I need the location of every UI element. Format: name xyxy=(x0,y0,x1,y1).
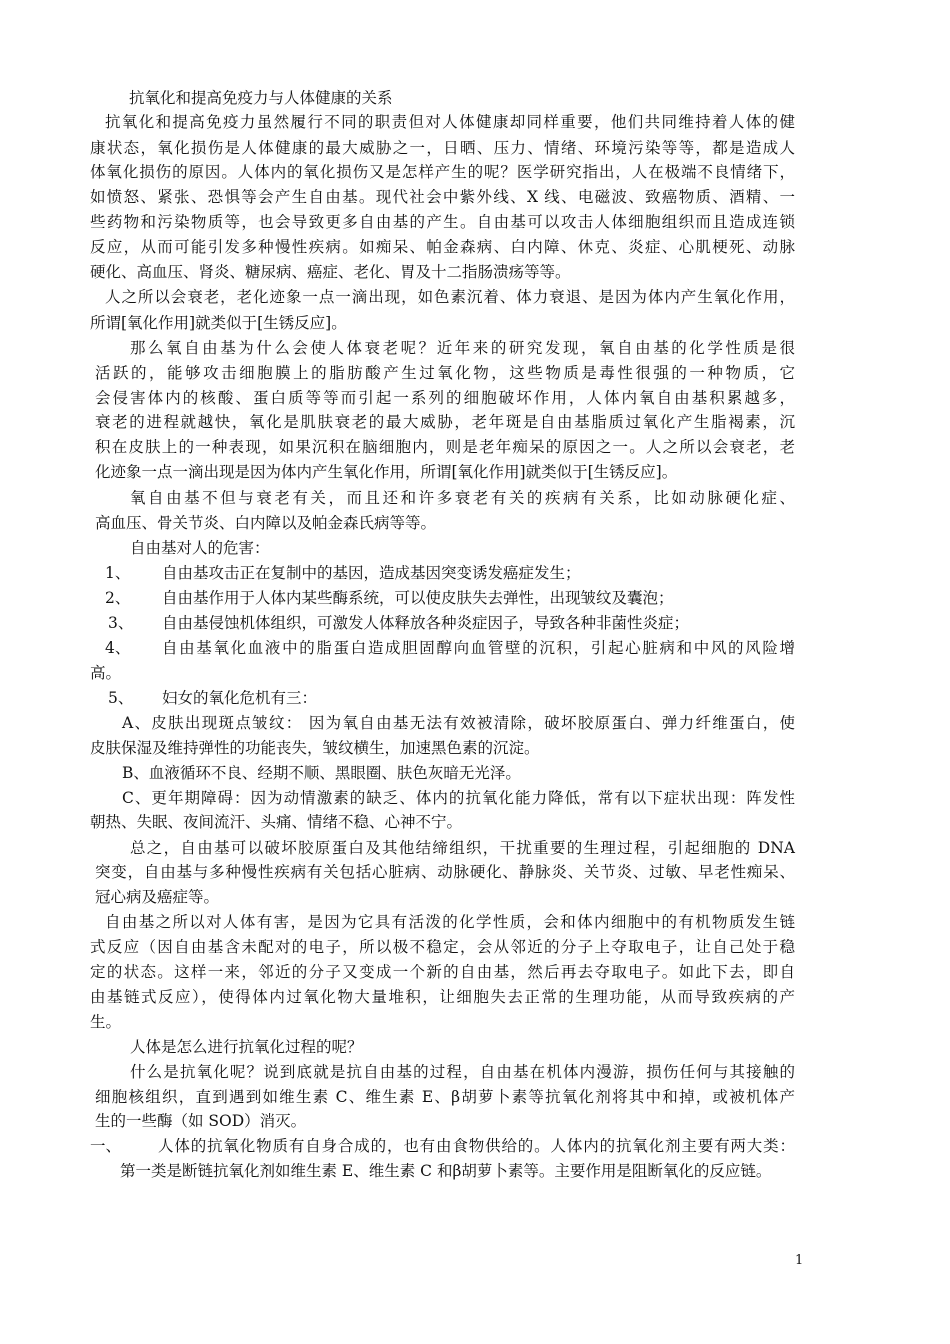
intro-line-1: 抗氧化和提高免疫力虽然履行不同的职责但对人体健康却同样重要，他们共同维持着人体的健 xyxy=(105,113,795,131)
radical-line-4: 衰老的进程就越快，氧化是肌肤衰老的最大威胁，老年斑是自由基脂质过氧化产生脂褐素，沉 xyxy=(95,413,795,431)
why-line-2: 式反应（因自由基含未配对的电子，所以极不稳定，会从邻近的分子上夺取电子，让自己处于稳 xyxy=(90,938,795,956)
summary-line-2: 突变，自由基与多种慢性疾病有关包括心脏病、动脉硬化、静脉炎、关节炎、过敏、早老性痴呆、 xyxy=(95,863,795,881)
summary-line-1: 总之，自由基可以破坏胶原蛋白及其他结缔组织，干扰重要的生理过程，引起细胞的 DNA xyxy=(130,839,795,857)
document-title: 抗氧化和提高免疫力与人体健康的关系 xyxy=(129,89,393,107)
radical-line-6: 化迹象一点一滴出现是因为体内产生氧化作用，所谓[氧化作用]就类似于[生锈反应]。 xyxy=(95,463,678,481)
harm-item-text: 自由基作用于人体内某些酶系统，可以使皮肤失去弹性，出现皱纹及囊泡； xyxy=(162,589,674,607)
section-one-text: 人体的抗氧化物质有自身合成的，也有由食物供给的。人体内的抗氧化剂主要有两大类： xyxy=(158,1137,795,1155)
page-number: 1 xyxy=(795,1253,804,1268)
intro-line-4: 如愤怒、紧张、恐惧等会产生自由基。现代社会中紫外线、X 线、电磁波、致癌物质、酒精、一 xyxy=(90,188,795,206)
aging-line-2: 所谓[氧化作用]就类似于[生锈反应]。 xyxy=(90,314,347,332)
harm-item-number: 4、 xyxy=(105,639,131,657)
harm-item-number: 2、 xyxy=(105,589,131,607)
radical-line-5: 积在皮肤上的一种表现，如果沉积在脑细胞内，则是老年痴呆的原因之一。人之所以会衰老，老 xyxy=(95,438,795,456)
intro-line-5: 些药物和污染物质等，也会导致更多自由基的产生。自由基可以攻击人体细胞组织而且造成连锁 xyxy=(90,213,795,231)
why-line-5: 生。 xyxy=(90,1013,122,1031)
intro-line-2: 康状态，氧化损伤是人体健康的最大威胁之一，日晒、压力、情绪、环境污染等等，都是造成人 xyxy=(90,139,795,157)
harm-item-number: 1、 xyxy=(105,564,131,582)
intro-line-7: 硬化、高血压、肾炎、糖尿病、癌症、老化、胃及十二指肠溃疡等等。 xyxy=(90,263,571,281)
disease-line-1: 氧自由基不但与衰老有关，而且还和许多衰老有关的疾病有关系，比如动脉硬化症、 xyxy=(130,489,795,507)
harm-item-continuation: 高。 xyxy=(90,664,122,682)
women-item-a-line-1: A、皮肤出现斑点皱纹： 因为氧自由基无法有效被清除，破坏胶原蛋白、弹力纤维蛋白，使 xyxy=(122,714,795,732)
harm-item-number: 3、 xyxy=(108,614,134,632)
harm-heading: 自由基对人的危害： xyxy=(130,539,270,557)
radical-line-1: 那么氧自由基为什么会使人体衰老呢？近年来的研究发现，氧自由基的化学性质是很 xyxy=(130,339,795,357)
disease-line-2: 高血压、骨关节炎、白内障以及帕金森氏病等等。 xyxy=(95,514,437,532)
harm-item-text: 自由基攻击正在复制中的基因，造成基因突变诱发癌症发生； xyxy=(162,564,581,582)
radical-line-2: 活跃的，能够攻击细胞膜上的脂肪酸产生过氧化物，这些物质是毒性很强的一种物质，它 xyxy=(95,364,795,382)
why-line-4: 由基链式反应），使得体内过氧化物大量堆积，让细胞失去正常的生理功能，从而导致疾病的产 xyxy=(90,988,795,1006)
harm-item-text: 妇女的氧化危机有三： xyxy=(162,689,318,707)
section-one-number: 一、 xyxy=(90,1137,122,1155)
process-question: 人体是怎么进行抗氧化过程的呢？ xyxy=(130,1038,363,1056)
harm-item-text: 自由基侵蚀机体组织，可激发人体释放各种炎症因子，导致各种非菌性炎症； xyxy=(162,614,690,632)
why-line-1: 自由基之所以对人体有害，是因为它具有活泼的化学性质，会和体内细胞中的有机物质发生链 xyxy=(105,913,795,931)
aging-line-1: 人之所以会衰老，老化迹象一点一滴出现，如色素沉着、体力衰退、是因为体内产生氧化作用， xyxy=(105,288,795,306)
harm-item-number: 5、 xyxy=(108,689,134,707)
antioxidation-line-3: 生的一些酶（如 SOD）消灭。 xyxy=(95,1112,307,1130)
women-item-c-line-2: 朝热、失眠、夜间流汗、头痛、情绪不稳、心神不宁。 xyxy=(90,813,463,831)
women-item-c-line-1: C、更年期障碍：因为动情激素的缺乏、体内的抗氧化能力降低，常有以下症状出现：阵发性 xyxy=(122,789,795,807)
women-item-b: B、血液循环不良、经期不顺、黑眼圈、肤色灰暗无光泽。 xyxy=(122,764,521,782)
intro-line-3: 体氧化损伤的原因。人体内的氧化损伤又是怎样产生的呢？医学研究指出，人在极端不良情绪下， xyxy=(90,163,795,181)
women-item-a-line-2: 皮肤保湿及维持弹性的功能丧失，皱纹横生，加速黑色素的沉淀。 xyxy=(90,739,540,757)
harm-item-text: 自由基氧化血液中的脂蛋白造成胆固醇向血管壁的沉积，引起心脏病和中风的风险增 xyxy=(162,639,795,657)
radical-line-3: 会侵害体内的核酸、蛋白质等等而引起一系列的细胞破坏作用，人体内氧自由基积累越多， xyxy=(95,389,795,407)
summary-line-3: 冠心病及癌症等。 xyxy=(95,888,220,906)
antioxidation-line-1: 什么是抗氧化呢？说到底就是抗自由基的过程，自由基在机体内漫游，损伤任何与其接触的 xyxy=(130,1063,795,1081)
intro-line-6: 反应，从而可能引发多种慢性疾病。如痴呆、帕金森病、白内障、休克、炎症、心肌梗死、动脉 xyxy=(90,238,795,256)
why-line-3: 定的状态。这样一来，邻近的分子又变成一个新的自由基，然后再去夺取电子。如此下去，即自 xyxy=(90,963,795,981)
antioxidation-line-2: 细胞核组织，直到遇到如维生素 C、维生素 E、β胡萝卜素等抗氧化剂将其中和掉，或被机体产 xyxy=(95,1088,795,1106)
first-type-line: 第一类是断链抗氧化剂如维生素 E、维生素 C 和β胡萝卜素等。主要作用是阻断氧化的反应链。 xyxy=(120,1162,772,1180)
